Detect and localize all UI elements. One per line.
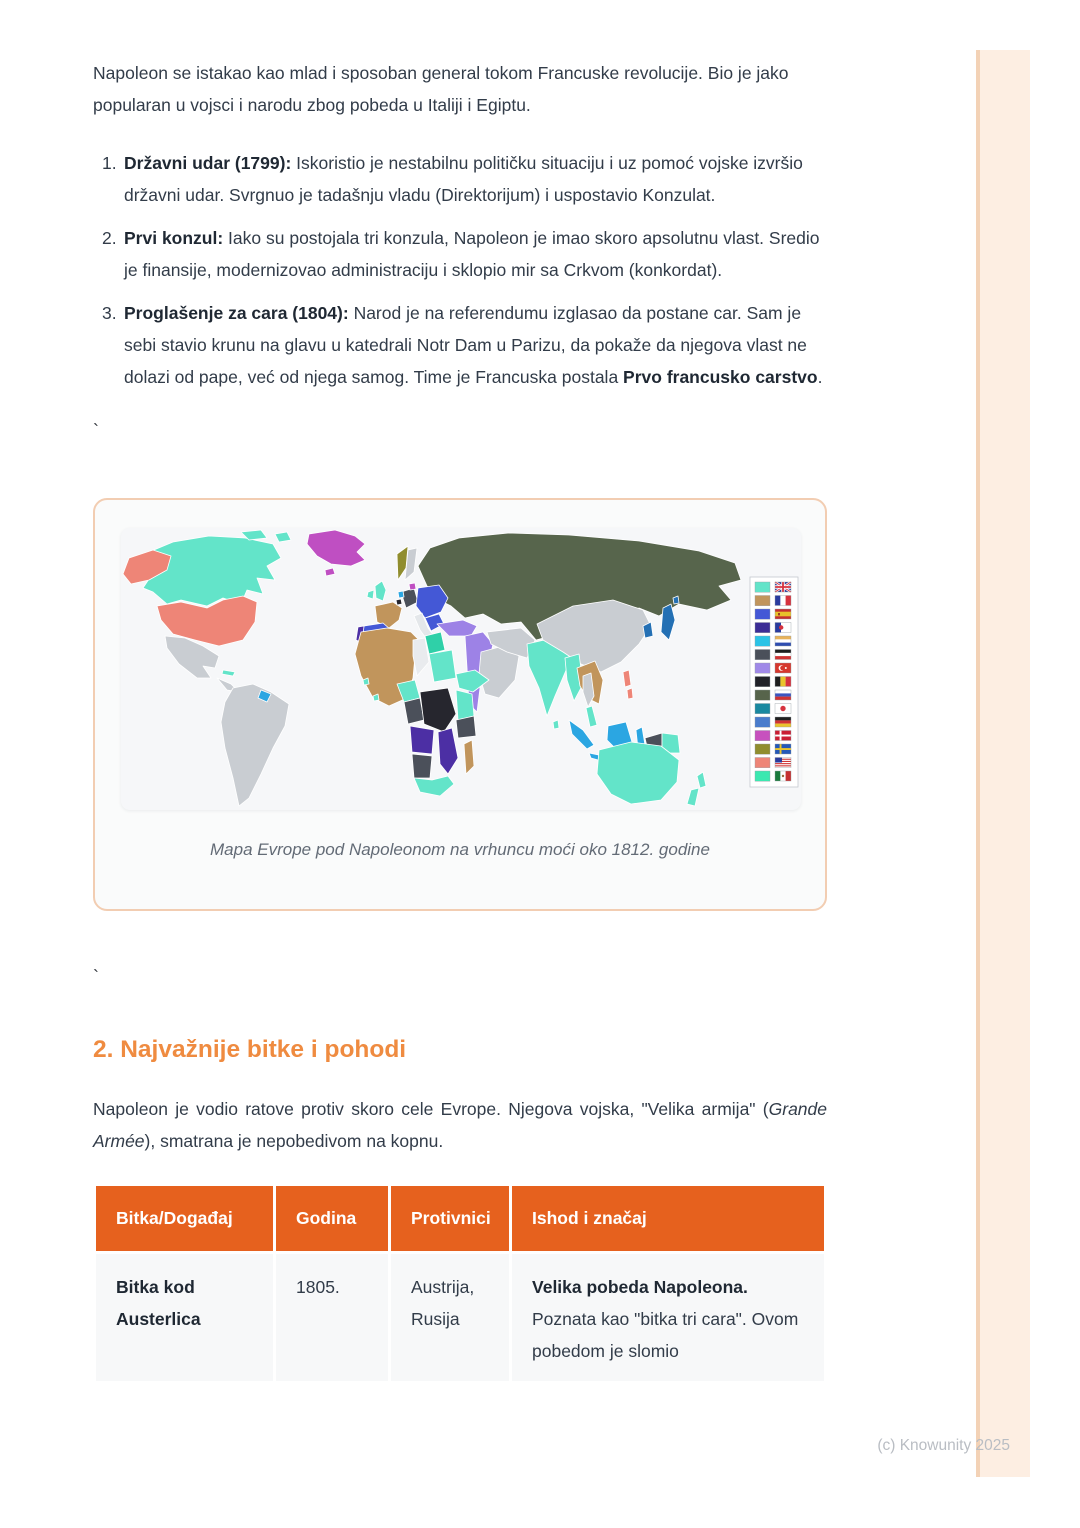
- legend-flag-netherlands: [775, 636, 791, 646]
- legend-swatch-mexico: [755, 771, 770, 781]
- list-item-text: Prvi konzul: Iako su postojala tri konzula, Napoleon je imao skoro apsolutnu vlast. Sredio je finansije, modernizovao administraciju i sklopio mir sa Crkvom (konkordat).: [124, 228, 820, 280]
- legend-swatch-netherlands: [755, 636, 770, 646]
- list-item-number: 3.: [102, 303, 117, 323]
- map-region-belgium: [396, 599, 402, 605]
- map-region-east-africa: [456, 690, 474, 720]
- legend-swatch-denmark: [755, 731, 770, 741]
- page-side-stripe: [976, 50, 1030, 1477]
- map-region-denmark: [409, 583, 416, 590]
- legend-flag-germany: [775, 717, 791, 727]
- map-legend: [750, 577, 798, 787]
- world-map-svg: [121, 528, 801, 810]
- legend-swatch-russia: [755, 690, 770, 700]
- section-paragraph: Napoleon je vodio ratove protiv skoro cele Evrope. Njegova vojska, "Velika armija" (Grande Armée), smatrana je nepobedivom na kopnu.: [93, 1099, 827, 1151]
- list-item-number: 2.: [102, 228, 117, 248]
- section-heading: 2. Najvažnije bitke i pohodi: [93, 1036, 407, 1063]
- table-header-battle: Bitka/Događaj: [96, 1186, 273, 1251]
- legend-swatch-sweden: [755, 744, 770, 754]
- stray-backtick: `: [93, 421, 99, 441]
- document-content: [93, 0, 827, 1384]
- intro-paragraph: Napoleon se istakao kao mlad i sposoban general tokom Francuske revolucije. Bio je jako popularan u vojsci i narodu zbog pobeda u Italiji i Egiptu.: [93, 63, 789, 115]
- legend-flag-sweden: [775, 744, 791, 754]
- legend-flag-uk: [775, 582, 791, 592]
- battles-table: [93, 1183, 827, 1384]
- cell-opponents: Austrija, Rusija: [391, 1254, 509, 1381]
- map-region-namibia: [412, 754, 432, 778]
- legend-swatch-ottoman: [755, 663, 770, 673]
- legend-swatch-german-empire: [755, 650, 770, 660]
- world-map-image[interactable]: [121, 528, 801, 810]
- legend-swatch-portugal: [755, 623, 770, 633]
- legend-flag-portugal: [775, 623, 791, 633]
- legend-flag-france: [775, 596, 791, 606]
- map-figure-card[interactable]: [93, 498, 827, 911]
- legend-swatch-france: [755, 596, 770, 606]
- legend-flag-spain: [775, 609, 791, 619]
- legend-flag-mexico: [775, 771, 791, 781]
- list-item: [93, 222, 827, 286]
- legend-flag-russia: [775, 690, 791, 700]
- legend-flag-ottoman: [775, 663, 791, 673]
- cell-battle: Bitka kod Austerlica: [96, 1254, 273, 1381]
- table-header-row: [96, 1186, 824, 1251]
- map-region-philippines-south: [627, 688, 633, 699]
- list-item-text: Državni udar (1799): Iskoristio je nestabilnu političku situaciju i uz pomoć vojske izvršio državni udar. Svrgnuo je tadašnju vladu (Direktorijum) i uspostavio Konzulat.: [124, 153, 803, 205]
- list-item-number: 1.: [102, 153, 117, 173]
- legend-flag-usa: [775, 758, 791, 768]
- cell-outcome: Velika pobeda Napoleona. Poznata kao "bitka tri cara". Ovom pobedom je slomio: [512, 1254, 824, 1381]
- table-header-opponents: Protivnici: [391, 1186, 509, 1251]
- figure-caption: Mapa Evrope pod Napoleonom na vrhuncu moći oko 1812. godine: [210, 840, 710, 859]
- list-item: [93, 147, 827, 211]
- stray-backtick: `: [93, 967, 99, 987]
- map-region-angola: [410, 726, 434, 754]
- map-region-tanzania: [456, 716, 476, 738]
- table-row: [96, 1254, 824, 1381]
- legend-flag-belgium: [775, 677, 791, 687]
- map-region-netherlands: [398, 591, 404, 598]
- table-header-year: Godina: [276, 1186, 388, 1251]
- cell-year: 1805.: [276, 1254, 388, 1381]
- list-item: [93, 297, 827, 393]
- legend-flag-german-empire: [775, 650, 791, 660]
- legend-swatch-uk: [755, 582, 770, 592]
- legend-swatch-usa: [755, 758, 770, 768]
- legend-swatch-belgium: [755, 677, 770, 687]
- list-item-text: Proglašenje za cara (1804): Narod je na referendumu izglasao da postane car. Sam je sebi stavio krunu na glavu u katedrali Notr Dam u Parizu, da pokaže da njegova vlast ne dolazi od pape, već od njega samog. Time je Francuska postala Prvo francusko carstvo.: [124, 303, 823, 387]
- map-region-egypt: [425, 632, 445, 654]
- map-region-ceylon: [553, 720, 559, 729]
- legend-flag-denmark: [775, 731, 791, 741]
- numbered-list: [93, 147, 827, 393]
- map-region-sudan: [429, 650, 456, 682]
- copyright-watermark: (c) Knowunity 2025: [877, 1437, 1010, 1454]
- legend-flag-japan: [775, 704, 791, 714]
- legend-swatch-spain: [755, 609, 770, 619]
- legend-swatch-japan: [755, 704, 770, 714]
- legend-swatch-germany: [755, 717, 770, 727]
- table-header-outcome: Ishod i značaj: [512, 1186, 824, 1251]
